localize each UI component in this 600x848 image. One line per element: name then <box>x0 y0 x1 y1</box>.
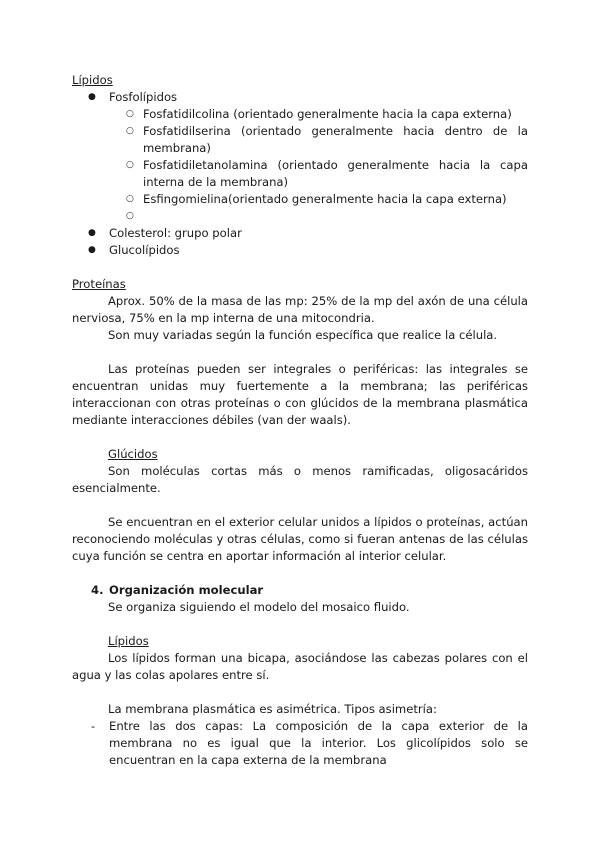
bullet-label: Glucolípidos <box>109 243 180 257</box>
bullet-label: Fosfolípidos <box>109 90 178 104</box>
lipidos-heading: Lípidos <box>72 73 113 87</box>
section-title: Organización molecular <box>109 583 264 597</box>
section-4-lipidos-heading: Lípidos <box>108 634 149 648</box>
proteinas-paragraph-2: Son muy variadas según la función específica que realice la célula. <box>108 328 498 342</box>
circle-bullet-icon: ○ <box>126 194 134 204</box>
sub-bullet-text: Esfingomielina(orientado generalmente hacia la capa externa) <box>143 192 507 206</box>
circle-bullet-icon: ○ <box>126 126 134 136</box>
sub-bullet-text: Fosfatidiletanolamina (orientado generalmente hacia la capa interna de la membrana) <box>143 158 528 189</box>
sub-bullet-text: Fosfatidilcolina (orientado generalmente hacia la capa externa) <box>143 107 512 121</box>
section-4-heading <box>72 582 528 599</box>
proteinas-heading: Proteínas <box>72 277 126 291</box>
asimetria-paragraph: La membrana plasmática es asimétrica. Tipos asimetría: <box>108 702 437 716</box>
bullet-dot-icon: ● <box>88 228 96 238</box>
sub-bullet-empty <box>72 208 528 225</box>
bullet-fosfolipidos <box>72 89 528 106</box>
glucidos-paragraph-2: Se encuentran en el exterior celular unidos a lípidos o proteínas, actúan reconociendo moléculas y otras células, como si fueran antenas de las células cuya función se centra en aportar información al interior celular. <box>72 515 528 563</box>
glucidos-paragraph-1: Son moléculas cortas más o menos ramificadas, oligosacáridos esencialmente. <box>72 464 528 495</box>
proteinas-paragraph-3: Las proteínas pueden ser integrales o periféricas: las integrales se encuentran unidas muy fuertemente a la membrana; las periféricas interaccionan con otras proteínas o con glúcidos de la membrana plasmática mediante interacciones débiles (van der waals). <box>72 362 528 427</box>
asimetria-item-text: Entre las dos capas: La composición de la capa exterior de la membrana no es igual que la interior. Los glicolípidos solo se encuentran en la capa externa de la membrana <box>109 719 528 767</box>
bullet-colesterol <box>72 225 528 242</box>
section-4-lipidos-wrap <box>72 633 528 650</box>
section-4-intro: Se organiza siguiendo el modelo del mosaico fluido. <box>108 600 410 614</box>
proteinas-paragraph-1: Aprox. 50% de la masa de las mp: 25% de la mp del axón de una célula nerviosa, 75% en la mp interna de una mitocondria. <box>72 294 528 325</box>
section-number: 4. <box>91 583 104 597</box>
circle-bullet-icon: ○ <box>126 109 134 119</box>
document-content <box>72 72 528 769</box>
glucidos-heading-wrap <box>72 446 528 463</box>
bullet-dot-icon: ● <box>88 92 96 102</box>
circle-bullet-icon: ○ <box>126 211 134 221</box>
sub-bullet <box>72 157 528 191</box>
asimetria-item <box>72 718 528 769</box>
bullet-glucolipidos <box>72 242 528 259</box>
bullet-dot-icon: ● <box>88 245 96 255</box>
sub-bullet <box>72 123 528 157</box>
glucidos-heading: Glúcidos <box>108 447 158 461</box>
section-4-lipidos-paragraph: Los lípidos forman una bicapa, asociándose las cabezas polares con el agua y las colas apolares entre sí. <box>72 651 528 682</box>
sub-bullet-text: Fosfatidilserina (orientado generalmente hacia dentro de la membrana) <box>143 124 528 155</box>
sub-bullet <box>72 106 528 123</box>
bullet-label: Colesterol: grupo polar <box>109 226 242 240</box>
dash-bullet: - <box>91 719 96 733</box>
sub-bullet <box>72 191 528 208</box>
circle-bullet-icon: ○ <box>126 160 134 170</box>
